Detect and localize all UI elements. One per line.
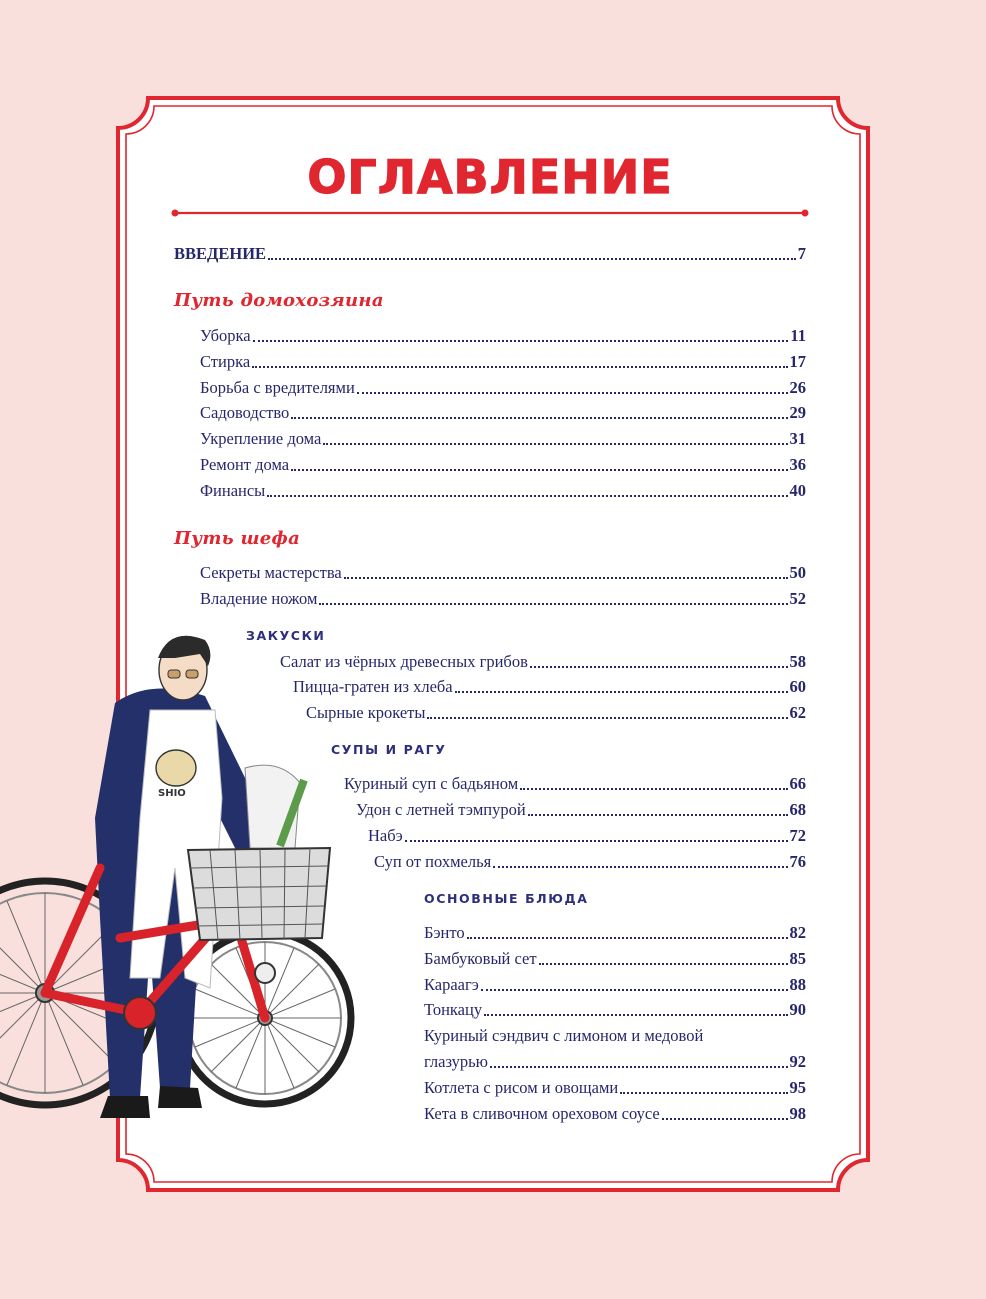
toc-entry-label: Тонкацу xyxy=(424,1000,483,1019)
toc-leader xyxy=(268,258,796,260)
toc-page-number: 76 xyxy=(789,852,806,871)
group-heading-appetizers: ЗАКУСКИ xyxy=(246,628,326,643)
toc-leader xyxy=(484,1014,787,1016)
toc-page-number: 11 xyxy=(790,326,806,345)
toc-entry[interactable] xyxy=(424,998,806,1022)
toc-page-number: 60 xyxy=(789,677,806,696)
toc-leader xyxy=(539,963,788,965)
toc-entry-label: Караагэ xyxy=(424,975,479,994)
section-heading-house: Путь домохозяина xyxy=(174,290,384,311)
group-heading-soups: СУПЫ И РАГУ xyxy=(331,742,447,757)
toc-entry[interactable] xyxy=(374,850,806,874)
toc-entry-label: Куриный суп с бадьяном xyxy=(344,774,519,793)
toc-page-number: 62 xyxy=(789,703,806,722)
toc-page-number: 52 xyxy=(789,589,806,608)
page-title: ОГЛАВЛЕНИЕ xyxy=(307,150,673,204)
toc-page-number: 88 xyxy=(789,975,806,994)
toc-page-number: 72 xyxy=(789,826,806,845)
toc-leader xyxy=(481,989,788,991)
toc-page-number: 50 xyxy=(789,563,806,582)
toc-entry-label: Борьба с вредителями xyxy=(200,378,355,397)
toc-entry[interactable] xyxy=(200,587,806,611)
toc-leader xyxy=(252,366,787,368)
toc-entry-label: ВВЕДЕНИЕ xyxy=(174,244,267,263)
toc-entry-label: Сырные крокеты xyxy=(306,703,426,722)
toc-entry[interactable] xyxy=(200,453,806,477)
toc-entry[interactable] xyxy=(368,824,806,848)
toc-entry-label: глазурью xyxy=(424,1052,489,1071)
toc-leader xyxy=(427,717,787,719)
toc-leader xyxy=(267,495,787,497)
man-with-bicycle-illustration xyxy=(0,618,360,1178)
title-divider xyxy=(170,207,810,219)
toc-entry[interactable] xyxy=(293,675,806,699)
toc-page-number: 31 xyxy=(789,429,806,448)
toc-leader xyxy=(323,443,787,445)
toc-leader xyxy=(620,1092,787,1094)
toc-leader xyxy=(291,417,787,419)
toc-entry[interactable] xyxy=(424,921,806,945)
toc-entry-label: Суп от похмелья xyxy=(374,852,492,871)
toc-page-number: 68 xyxy=(789,800,806,819)
toc-entry[interactable] xyxy=(424,1076,806,1100)
toc-entry-label: Бэнто xyxy=(424,923,465,942)
toc-entry-label: Владение ножом xyxy=(200,589,318,608)
toc-entry[interactable] xyxy=(200,376,806,400)
toc-leader xyxy=(253,340,789,342)
toc-entry-label: Удон с летней тэмпурой xyxy=(356,800,526,819)
toc-leader xyxy=(405,840,788,842)
toc-entry-label: Уборка xyxy=(200,326,251,345)
toc-leader xyxy=(493,866,787,868)
toc-page-number: 82 xyxy=(789,923,806,942)
toc-page-number: 90 xyxy=(789,1000,806,1019)
toc-page-number: 85 xyxy=(789,949,806,968)
toc-page-number: 40 xyxy=(789,481,806,500)
toc-entry-label: Бамбуковый сет xyxy=(424,949,537,968)
toc-entry-label: Секреты мастерства xyxy=(200,563,342,582)
toc-entry[interactable] xyxy=(356,798,806,822)
toc-leader xyxy=(530,666,788,668)
group-heading-main-dishes: ОСНОВНЫЕ БЛЮДА xyxy=(424,891,589,906)
toc-leader xyxy=(319,603,787,605)
toc-entry-label: Ремонт дома xyxy=(200,455,290,474)
toc-entry[interactable] xyxy=(200,479,806,503)
toc-leader xyxy=(291,469,787,471)
toc-leader xyxy=(490,1066,787,1068)
section-heading-chef: Путь шефа xyxy=(174,528,301,549)
toc-entry-label: Салат из чёрных древесных грибов xyxy=(280,652,528,671)
toc-page-number: 66 xyxy=(789,774,806,793)
toc-leader xyxy=(344,577,788,579)
toc-entry[interactable] xyxy=(424,1050,806,1074)
toc-entry-label: Финансы xyxy=(200,481,266,500)
toc-entry-label: Котлета с рисом и овощами xyxy=(424,1078,619,1097)
toc-leader xyxy=(528,814,788,816)
toc-entry[interactable] xyxy=(424,1102,806,1126)
toc-leader xyxy=(467,937,788,939)
toc-entry-label: Садоводство xyxy=(200,403,290,422)
toc-entry[interactable] xyxy=(200,401,806,425)
toc-entry-label: Укрепление дома xyxy=(200,429,322,448)
toc-page-number: 17 xyxy=(789,352,806,371)
toc-leader xyxy=(520,788,787,790)
apron-logo-text: SHIO xyxy=(158,788,186,799)
toc-page-number: 36 xyxy=(789,455,806,474)
toc-entry[interactable] xyxy=(200,427,806,451)
toc-page-number: 29 xyxy=(789,403,806,422)
toc-page-number: 92 xyxy=(789,1052,806,1071)
toc-entry-label: Набэ xyxy=(368,826,403,845)
toc-entry[interactable] xyxy=(200,324,806,348)
toc-entry-label: Кета в сливочном ореховом соусе xyxy=(424,1104,660,1123)
toc-page-number: 26 xyxy=(789,378,806,397)
toc-entry-label: Куриный сэндвич с лимоном и медовой xyxy=(424,1026,704,1045)
toc-entry-label: Стирка xyxy=(200,352,251,371)
toc-leader xyxy=(662,1118,788,1120)
toc-entry-line[interactable] xyxy=(424,1024,806,1048)
toc-entry-intro[interactable] xyxy=(174,242,806,266)
toc-entry[interactable] xyxy=(200,350,806,374)
toc-page-number: 95 xyxy=(789,1078,806,1097)
toc-leader xyxy=(455,691,788,693)
toc-leader xyxy=(357,392,788,394)
toc-page-number: 58 xyxy=(789,652,806,671)
toc-entry[interactable] xyxy=(424,947,806,971)
toc-entry-label: Пицца-гратен из хлеба xyxy=(293,677,453,696)
toc-page-number: 98 xyxy=(789,1104,806,1123)
toc-entry[interactable] xyxy=(200,561,806,585)
toc-entry[interactable] xyxy=(344,772,806,796)
toc-page-number: 7 xyxy=(797,244,806,263)
toc-entry[interactable] xyxy=(424,973,806,997)
toc-entry[interactable] xyxy=(306,701,806,725)
